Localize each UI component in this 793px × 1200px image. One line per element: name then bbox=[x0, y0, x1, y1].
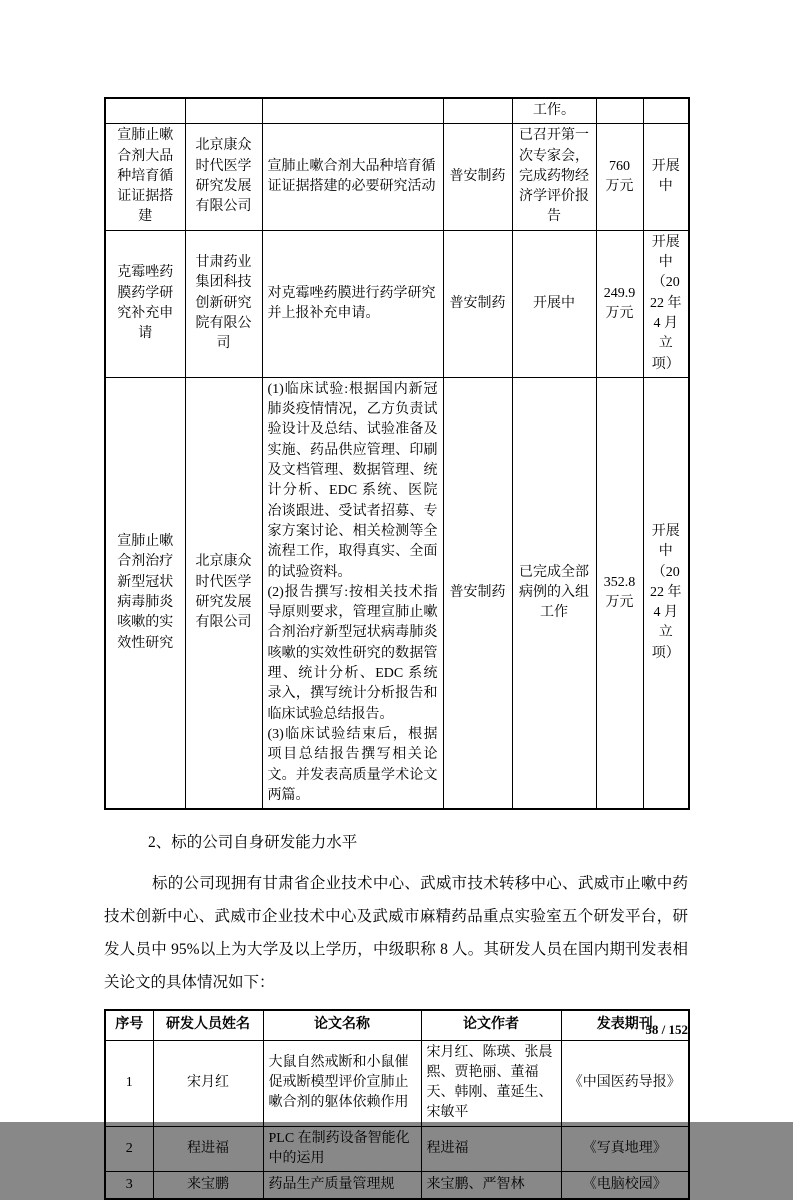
cell-project: 宣肺止嗽合剂大品种培育循证证据搭建 bbox=[105, 124, 185, 230]
cell-project: 宣肺止嗽合剂治疗新型冠状病毒肺炎咳嗽的实效性研究 bbox=[105, 377, 185, 809]
cell-description: 对克霉唑药膜进行药学研究并上报补充申请。 bbox=[262, 230, 443, 377]
cell-owner bbox=[443, 98, 512, 124]
cell-paper: 大鼠自然戒断和小鼠催促戒断模型评价宣肺止嗽合剂的躯体依赖作用 bbox=[263, 1040, 421, 1126]
header-authors: 论文作者 bbox=[421, 1010, 561, 1040]
cell-no: 1 bbox=[105, 1040, 153, 1126]
table-row bbox=[105, 377, 689, 809]
cell-status: 开展中 bbox=[643, 124, 689, 230]
cell-progress: 开展中 bbox=[512, 230, 596, 377]
cell-status: 开展中（2022 年 4 月立项） bbox=[643, 377, 689, 809]
cell-authors: 宋月红、陈瑛、张晨熙、贾艳丽、董福天、韩刚、董延生、宋敏平 bbox=[421, 1040, 561, 1126]
page-content bbox=[104, 97, 688, 1200]
cell-project: 克霉唑药膜药学研究补充申请 bbox=[105, 230, 185, 377]
description-paragraph: (3)临床试验结束后，根据项目总结报告撰写相关论文。并发表高质量学术论文两篇。 bbox=[267, 726, 438, 803]
cell-no: 2 bbox=[105, 1126, 153, 1172]
amount-unit: 万元 bbox=[605, 179, 634, 195]
table-row bbox=[105, 1126, 689, 1172]
header-journal: 发表期刊 bbox=[561, 1010, 689, 1040]
cell-progress: 已召开第一次专家会，完成药物经济学评价报告 bbox=[512, 124, 596, 230]
cell-partner: 北京康众时代医学研究发展有限公司 bbox=[185, 124, 262, 230]
section-heading: 2、标的公司自身研发能力水平 bbox=[148, 834, 358, 852]
cell-project bbox=[105, 98, 185, 124]
cell-partner: 甘肃药业集团科技创新研究院有限公司 bbox=[185, 230, 262, 377]
cell-amount bbox=[596, 230, 643, 377]
cell-amount bbox=[596, 124, 643, 230]
table-row bbox=[105, 124, 689, 230]
cell-paper: 药品生产质量管理规 bbox=[263, 1172, 421, 1199]
cell-progress: 工作。 bbox=[512, 98, 596, 124]
header-no: 序号 bbox=[105, 1010, 153, 1040]
cell-progress: 已完成全部病例的入组工作 bbox=[512, 377, 596, 809]
header-name: 研发人员姓名 bbox=[153, 1010, 263, 1040]
papers-table bbox=[104, 1009, 690, 1200]
cell-name: 宋月红 bbox=[153, 1040, 263, 1126]
cell-owner: 普安制药 bbox=[443, 230, 512, 377]
cell-partner bbox=[185, 98, 262, 124]
description-paragraph: (1)临床试验:根据国内新冠肺炎疫情情况，乙方负责试验设计及总结、试验准备及实施、药品供应管理、印刷及文档管理、数据管理、统计分析、EDC 系统、医院冶谈跟进、受试者招募、专家方案讨论、相关检测等全流程工作，取得真实、全面的试验资料。 bbox=[267, 381, 438, 580]
cell-name: 程进福 bbox=[153, 1126, 263, 1172]
cell-no: 3 bbox=[105, 1172, 153, 1199]
cell-authors: 程进福 bbox=[421, 1126, 561, 1172]
cell-amount bbox=[596, 98, 643, 124]
body-paragraph: 标的公司现拥有甘肃省企业技术中心、武威市技术转移中心、武威市止嗽中药技术创新中心、武威市企业技术中心及武威市麻精药品重点实验室五个研发平台，研发人员中 95%以上为大学及以上学历，中级职称 8 人。其研发人员在国内期刊发表相关论文的具体情况如下： bbox=[104, 875, 688, 992]
cell-description: 宣肺止嗽合剂大品种培育循证证据搭建的必要研究活动 bbox=[262, 124, 443, 230]
cell-status bbox=[643, 98, 689, 124]
cell-name: 来宝鹏 bbox=[153, 1172, 263, 1199]
header-paper: 论文名称 bbox=[263, 1010, 421, 1040]
cell-status: 开展中（2022 年 4 月立项） bbox=[643, 230, 689, 377]
table-row-continuation bbox=[105, 98, 689, 124]
amount-value: 249.9 bbox=[603, 285, 636, 301]
amount-unit: 万元 bbox=[605, 305, 634, 321]
amount-value: 760 bbox=[609, 158, 630, 174]
cell-description bbox=[262, 377, 443, 809]
cell-journal: 《电脑校园》 bbox=[561, 1172, 689, 1199]
table-header-row bbox=[105, 1010, 689, 1040]
cell-journal: 《写真地理》 bbox=[561, 1126, 689, 1172]
page-number: 58 / 152 bbox=[645, 1022, 688, 1037]
cell-authors: 来宝鹏、严智林 bbox=[421, 1172, 561, 1199]
cell-description bbox=[262, 98, 443, 124]
table-row bbox=[105, 1172, 689, 1199]
table-row bbox=[105, 230, 689, 377]
amount-value: 352.8 bbox=[603, 574, 636, 590]
cell-owner: 普安制药 bbox=[443, 377, 512, 809]
rd-projects-table bbox=[104, 97, 690, 810]
cell-partner: 北京康众时代医学研究发展有限公司 bbox=[185, 377, 262, 809]
papers-table-wrap bbox=[104, 1009, 688, 1200]
amount-unit: 万元 bbox=[605, 594, 634, 610]
table-row bbox=[105, 1040, 689, 1126]
cell-journal: 《中国医药导报》 bbox=[561, 1040, 689, 1126]
cell-paper: PLC 在制药设备智能化中的运用 bbox=[263, 1126, 421, 1172]
cell-amount bbox=[596, 377, 643, 809]
cell-owner: 普安制药 bbox=[443, 124, 512, 230]
description-paragraph: (2)报告撰写:按相关技术指导原则要求，管理宣肺止嗽合剂治疗新型冠状病毒肺炎咳嗽的实效性研究的数据管理、统计分析、EDC 系统录入，撰写统计分析报告和临床试验总结报告。 bbox=[267, 584, 438, 722]
